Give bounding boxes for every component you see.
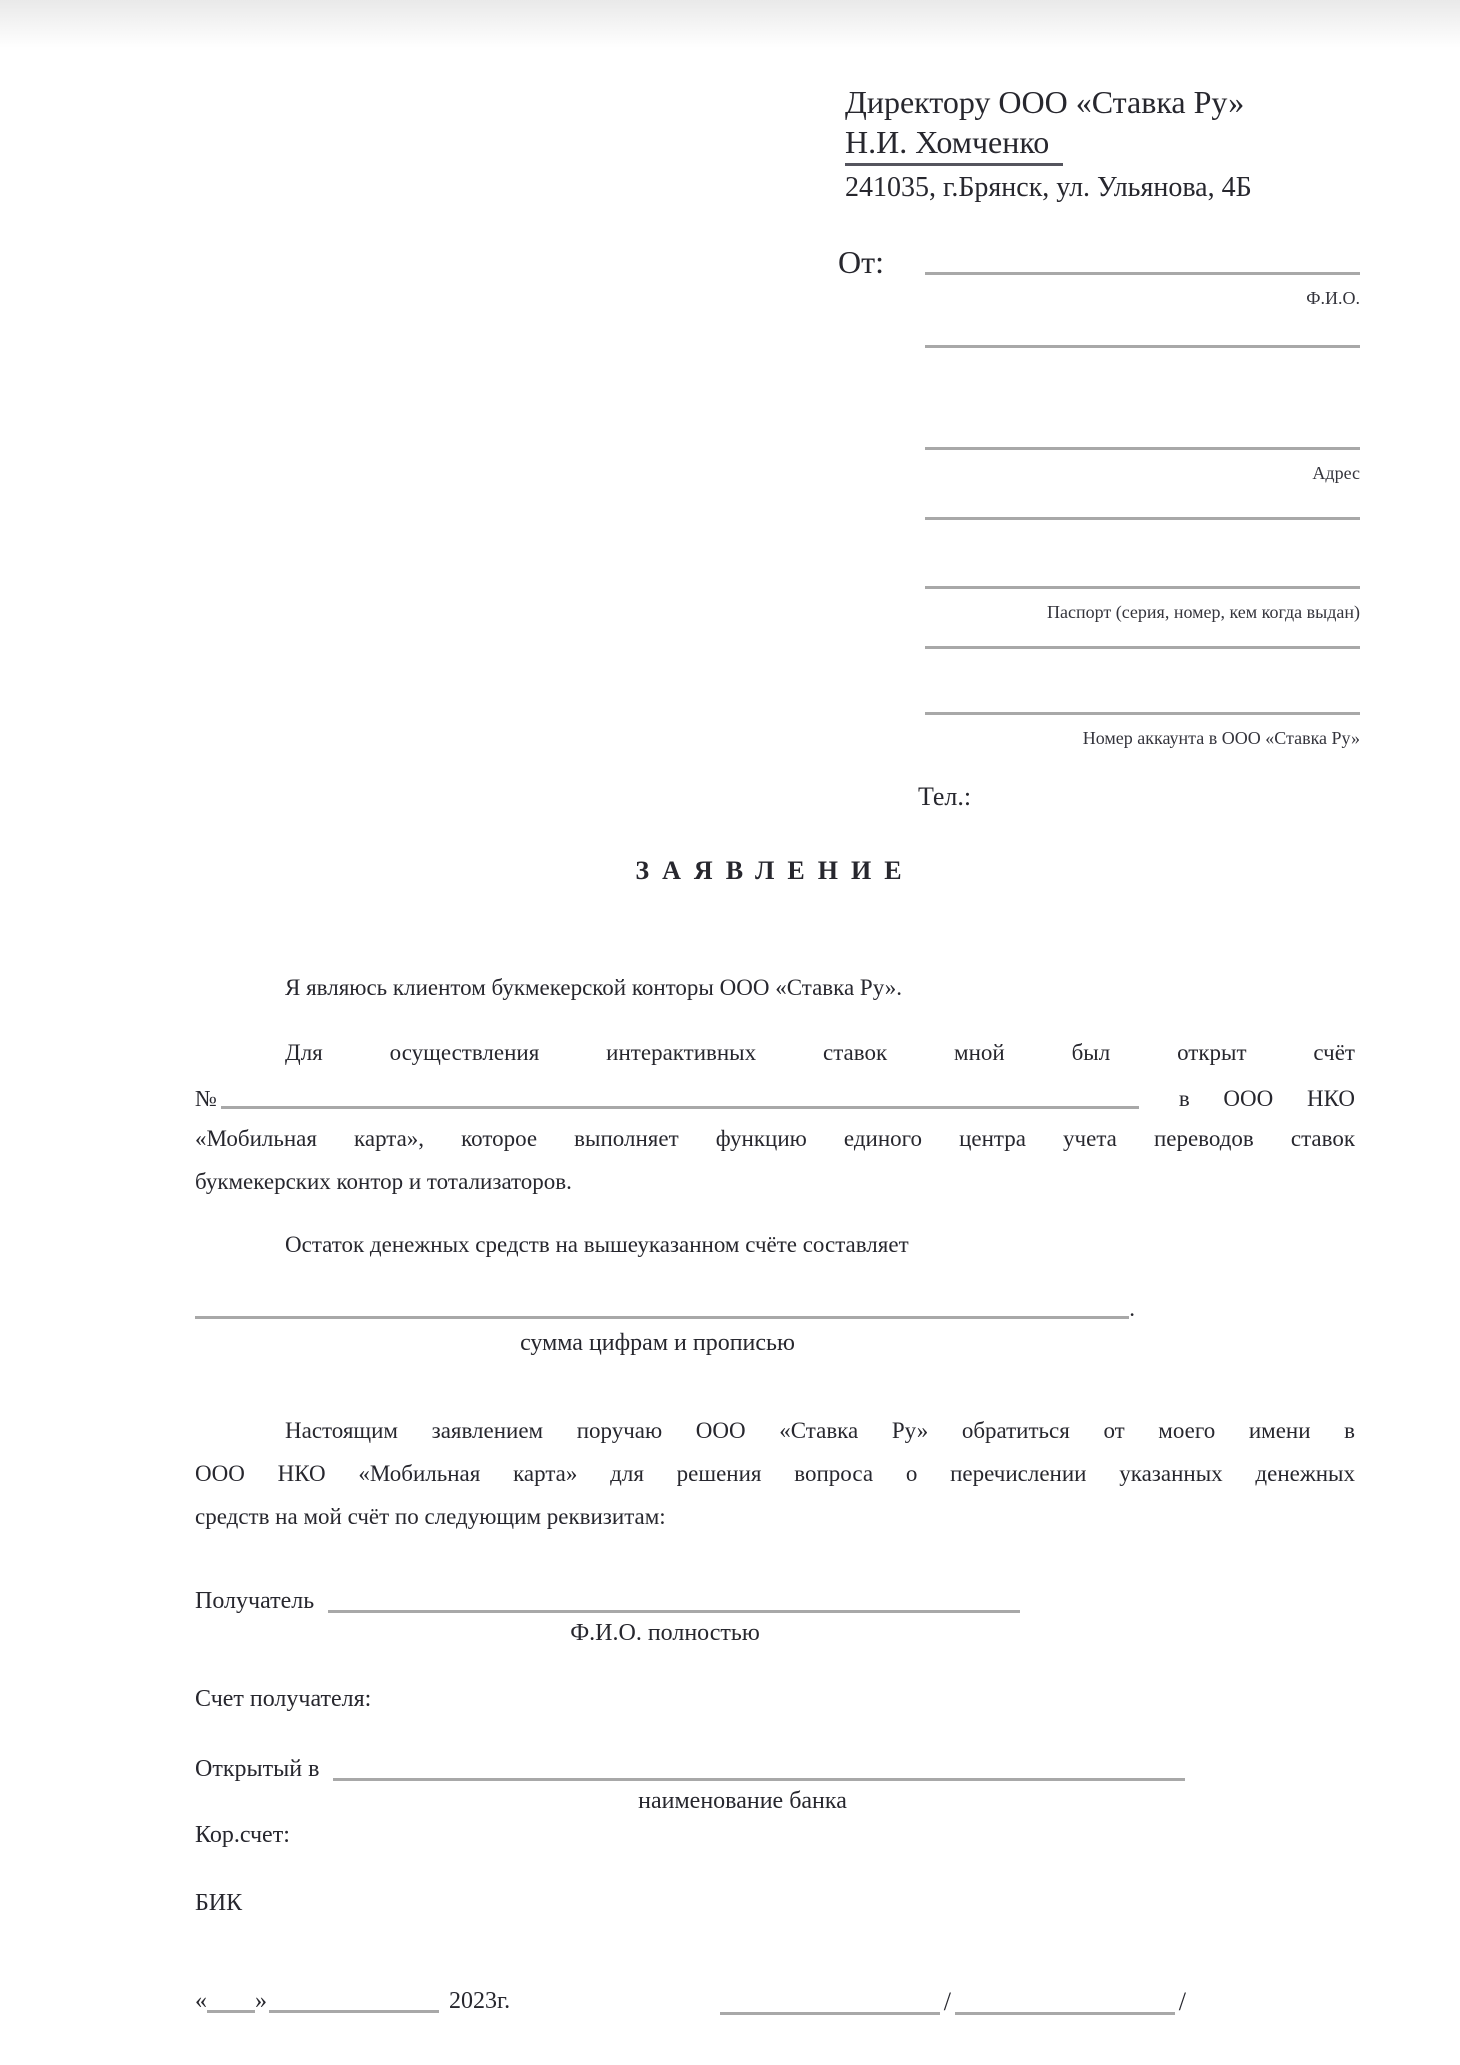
date-quote-open: « xyxy=(195,1988,207,2014)
sum-row xyxy=(195,1290,1135,1322)
date-month-blank xyxy=(269,1986,439,2013)
fio-blank-line xyxy=(925,272,1360,275)
addressee-address: 241035, г.Брянск, ул. Ульянова, 4Б xyxy=(845,172,1252,203)
passport-blank-line-2 xyxy=(925,646,1360,649)
bank-blank-line xyxy=(333,1752,1185,1781)
recipient-label: Получатель xyxy=(195,1588,315,1614)
from-label: От: xyxy=(838,244,884,280)
account-caption: Номер аккаунта в ООО «Ставка Ру» xyxy=(1082,728,1360,748)
paragraph-instruction-line2: ООО НКО «Мобильная карта» для решения вопроса о перечислении указанных денежных xyxy=(195,1461,1355,1486)
account-number-blank-line xyxy=(221,1080,1139,1109)
recipient-blank-line xyxy=(328,1584,1020,1613)
signature-name-blank-line xyxy=(955,1986,1175,2015)
address-caption: Адрес xyxy=(1312,463,1360,483)
paragraph-account-line4: букмекерских контор и тотализаторов. xyxy=(195,1169,572,1194)
account-number-tail: в ООО НКО xyxy=(1178,1086,1355,1111)
date-year: 2023г. xyxy=(449,1988,511,2014)
sum-caption: сумма цифрам и прописью xyxy=(520,1330,795,1356)
paragraph-instruction-line1: Настоящим заявлением поручаю ООО «Ставка Ру» обратиться от моего имени в xyxy=(285,1418,1355,1443)
paragraph-client: Я являюсь клиентом букмекерской конторы ООО «Ставка Ру». xyxy=(285,975,903,1000)
signature-slash-1: / xyxy=(943,1987,951,2016)
signature-row xyxy=(720,1986,1190,2017)
opened-in-row xyxy=(195,1752,1185,1783)
address-blank-line-2 xyxy=(925,517,1360,520)
signature-slash-2: / xyxy=(1178,1987,1186,2016)
fio-blank-line-2 xyxy=(925,345,1360,348)
paragraph-balance: Остаток денежных средств на вышеуказанном счёте составляет xyxy=(285,1232,909,1257)
bank-caption: наименование банка xyxy=(638,1788,847,1814)
account-blank-line xyxy=(925,712,1360,715)
paragraph-instruction-line3: средств на мой счёт по следующим реквизитам: xyxy=(195,1504,666,1529)
addressee-line: Директору ООО «Ставка Ру» xyxy=(845,84,1245,120)
paragraph-account-line3: «Мобильная карта», которое выполняет функцию единого центра учета переводов ставок xyxy=(195,1126,1355,1151)
recipient-account-label: Счет получателя: xyxy=(195,1686,372,1712)
addressee-name: Н.И. Хомченко xyxy=(845,124,1063,166)
document-title: ЗАЯВЛЕНИЕ xyxy=(635,856,915,885)
recipient-caption: Ф.И.О. полностью xyxy=(570,1620,760,1646)
opened-in-label: Открытый в xyxy=(195,1756,320,1782)
corr-account-label: Кор.счет: xyxy=(195,1822,290,1848)
date-day-blank xyxy=(207,1986,255,2013)
fio-caption: Ф.И.О. xyxy=(1306,288,1360,308)
bik-label: БИК xyxy=(195,1890,243,1916)
phone-label: Тел.: xyxy=(918,782,972,811)
page-top-shadow xyxy=(0,0,1460,60)
date-row xyxy=(195,1986,520,2015)
account-number-sign: № xyxy=(195,1086,217,1111)
sum-blank-line xyxy=(195,1290,1129,1319)
passport-blank-line xyxy=(925,586,1360,589)
paragraph-account-line2 xyxy=(195,1080,1355,1112)
paragraph-account-line1: Для осуществления интерактивных ставок мной был открыт счёт xyxy=(285,1040,1355,1065)
address-blank-line xyxy=(925,447,1360,450)
passport-caption: Паспорт (серия, номер, кем когда выдан) xyxy=(1046,602,1360,622)
sum-period: . xyxy=(1129,1296,1135,1321)
signature-blank-line xyxy=(720,1986,940,2015)
recipient-row xyxy=(195,1584,1020,1615)
date-quote-close: » xyxy=(255,1988,267,2014)
